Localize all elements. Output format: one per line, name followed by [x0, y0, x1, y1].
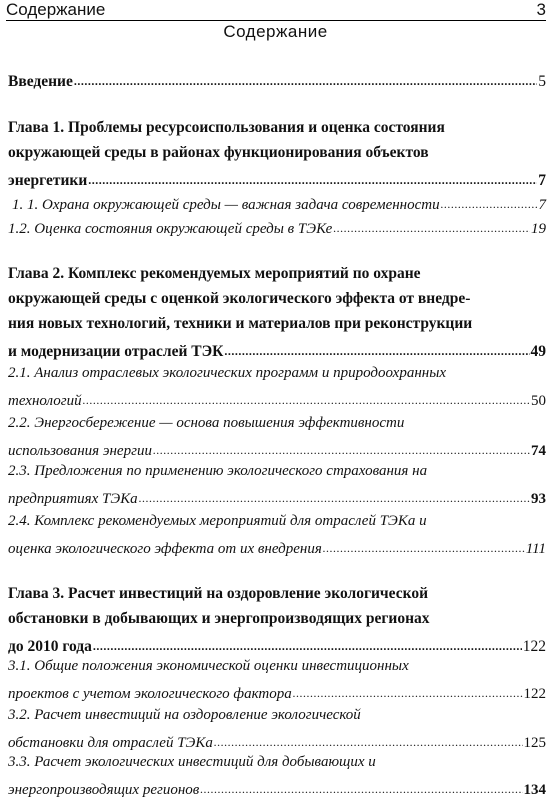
toc-page: 5: [538, 72, 546, 90]
toc-entry-2-3[interactable]: [8, 463, 546, 513]
dot-leader: [323, 538, 525, 553]
toc-line: окружающей среды с оценкой экологического эффекта от внедре-: [8, 290, 471, 307]
toc-line: обстановки в добывающих и энергопроизводящих регионах: [8, 610, 430, 627]
dot-leader: [93, 635, 522, 651]
toc-label: 1.2. Оценка состояния окружающей среды в ТЭКе: [8, 221, 333, 237]
toc-page: 125: [523, 735, 546, 751]
toc-line: Глава 2. Комплекс рекомендуемых мероприятий по охране: [8, 265, 421, 282]
toc-label: проектов с учетом экологического фактора: [8, 686, 292, 702]
toc-entry-2-4[interactable]: [8, 513, 546, 563]
dot-leader: [200, 779, 522, 794]
toc-page: 7: [538, 197, 546, 213]
dot-leader: [139, 488, 530, 503]
toc-page: 122: [522, 637, 546, 655]
toc-label: оценка экологического эффекта от их внедрения: [8, 541, 322, 557]
dot-leader: [293, 683, 523, 698]
toc-entry-3-2[interactable]: [8, 707, 546, 757]
toc-entry-2-1[interactable]: [8, 365, 546, 415]
running-header-page-number: 3: [536, 0, 546, 19]
dot-leader: [74, 70, 537, 86]
toc-entry-chapter-1[interactable]: [8, 119, 546, 194]
dot-leader: [224, 340, 529, 356]
toc-page: 74: [531, 443, 546, 459]
toc-label: до 2010 года: [8, 637, 92, 655]
toc-label: использования энергии: [8, 443, 152, 459]
toc-page: 134: [523, 782, 546, 798]
toc-page: 111: [525, 541, 546, 557]
toc-line: ния новых технологий, техники и материалов при реконструкции: [8, 315, 473, 332]
toc-page: 7: [538, 171, 546, 189]
toc-entry-1-2[interactable]: [8, 218, 546, 243]
toc-entry-chapter-3[interactable]: [8, 585, 546, 660]
dot-leader: [153, 440, 530, 455]
toc-line: окружающей среды в районах функционирования объектов: [8, 144, 429, 161]
toc-label: энергопроизводящих регионов: [8, 782, 200, 798]
toc-line: Глава 3. Расчет инвестиций на оздоровление экологической: [8, 585, 429, 602]
running-header-title: Содержание: [6, 0, 106, 19]
dot-leader: [83, 390, 530, 405]
toc-label: энергетики: [8, 171, 88, 189]
toc-line: 3.2. Расчет инвестиций на оздоровление экологической: [8, 707, 361, 723]
toc-line: 3.1. Общие положения экономической оценки инвестиционных: [8, 658, 409, 674]
toc-entry-intro[interactable]: [8, 70, 546, 95]
toc-page: 122: [523, 686, 546, 702]
toc-line: 2.2. Энергосбережение — основа повышения эффективности: [8, 415, 405, 431]
toc-line: 2.3. Предложения по применению экологического страхования на: [8, 463, 428, 479]
running-header: [6, 1, 546, 21]
toc-label: 1. 1. Охрана окружающей среды — важная задача современности: [12, 197, 440, 213]
toc-entry-3-3[interactable]: [8, 754, 546, 804]
dot-leader: [441, 194, 538, 209]
toc-page: 19: [531, 221, 546, 237]
toc-line: 2.4. Комплекс рекомендуемых мероприятий для отраслей ТЭКа и: [8, 513, 427, 529]
toc-line: Глава 1. Проблемы ресурсоиспользования и оценка состояния: [8, 119, 445, 136]
toc-page: 49: [530, 342, 546, 360]
toc-label: и модернизации отраслей ТЭК: [8, 342, 224, 360]
dot-leader: [214, 732, 523, 747]
page-title: Содержание: [223, 22, 328, 41]
toc-label: Введение: [8, 72, 73, 90]
toc-entry-1-1[interactable]: [8, 194, 546, 219]
dot-leader: [88, 169, 537, 185]
toc-entry-2-2[interactable]: [8, 415, 546, 465]
toc-label: обстановки для отраслей ТЭКа: [8, 735, 213, 751]
toc-label: предприятиях ТЭКа: [8, 491, 138, 507]
toc-page: 93: [531, 491, 546, 507]
toc-page: 50: [531, 393, 546, 409]
toc-line: 2.1. Анализ отраслевых экологических программ и природоохранных: [8, 365, 447, 381]
dot-leader: [333, 218, 530, 233]
toc-line: 3.3. Расчет экологических инвестиций для добывающих и: [8, 754, 376, 770]
toc-entry-chapter-2[interactable]: [8, 265, 546, 365]
toc-label: технологий: [8, 393, 82, 409]
toc-entry-3-1[interactable]: [8, 658, 546, 708]
